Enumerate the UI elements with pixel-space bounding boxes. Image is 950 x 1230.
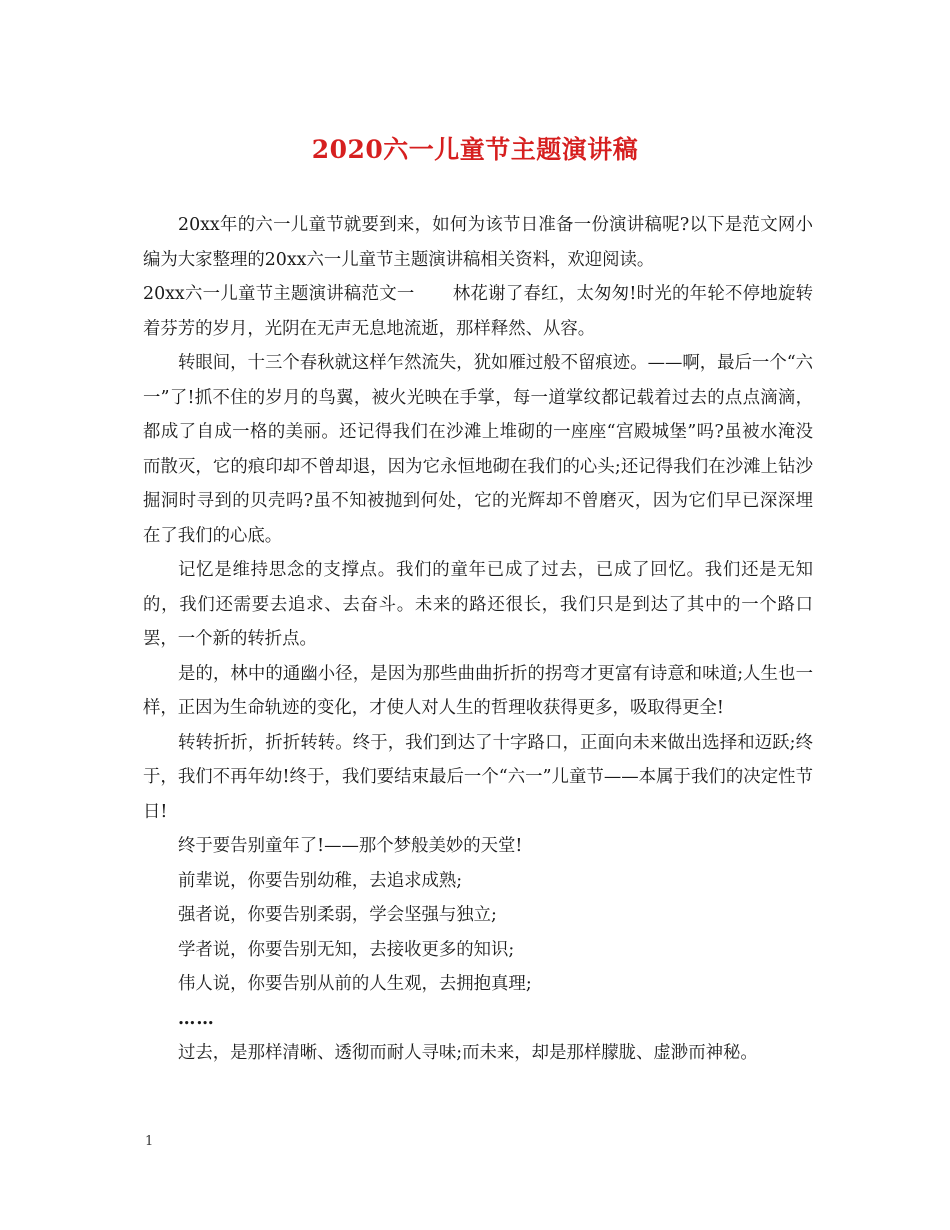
body-paragraph-2: 记忆是维持思念的支撑点。我们的童年已成了过去，已成了回忆。我们还是无知的，我们还需要去追求、去奋斗。未来的路还很长，我们只是到达了其中的一个路口罢，一个新的转折点。: [143, 560, 813, 649]
document-title: 2020六一儿童节主题演讲稿: [311, 135, 639, 164]
sample-heading: 20xx六一儿童节主题演讲稿范文一: [143, 284, 415, 304]
sample-first-text: 林花谢了春红，太匆匆!时光的年轮不停地旋转着芬芳的岁月，光阴在无声无息地流逝，那样释然、从容。: [143, 284, 813, 339]
farewell-line-5: 伟人说，你要告别从前的人生观，去拥抱真理;: [178, 974, 532, 994]
body-paragraph-3: 是的，林中的通幽小径，是因为那些曲曲折折的拐弯才更富有诗意和味道;人生也一样，正因为生命轨迹的变化，才使人对人生的哲理收获得更多，吸取得更全!: [143, 663, 813, 718]
closing-paragraph: 过去，是那样清晰、透彻而耐人寻味;而未来，却是那样朦胧、虚渺而神秘。: [178, 1043, 758, 1063]
document-body: [143, 208, 813, 1071]
page-number: 1: [145, 1134, 154, 1149]
sample-paragraph: [143, 277, 813, 346]
intro-paragraph: 20xx年的六一儿童节就要到来，如何为该节日准备一份演讲稿呢?以下是范文网小编为大家整理的20xx六一儿童节主题演讲稿相关资料，欢迎阅读。: [143, 215, 813, 270]
farewell-line-2: 前辈说，你要告别幼稚，去追求成熟;: [178, 870, 463, 891]
body-paragraph-4: 转转折折，折折转转。终于，我们到达了十字路口，正面向未来做出选择和迈跃;终于，我们不再年幼!终于，我们要结束最后一个“六一”儿童节——本属于我们的决定性节日!: [143, 732, 813, 822]
ellipsis-line: ……: [178, 1008, 215, 1029]
farewell-line-4: 学者说，你要告别无知，去接收更多的知识;: [178, 939, 515, 960]
farewell-line-3: 强者说，你要告别柔弱，学会坚强与独立;: [178, 905, 497, 925]
body-paragraph-1: 转眼间，十三个春秋就这样乍然流失，犹如雁过般不留痕迹。——啊，最后一个“六一”了!抓不住的岁月的鸟翼，被火光映在手掌，每一道掌纹都记载着过去的点点滴滴，都成了自成一格的美丽。还记得我们在沙滩上堆砌的一座座“宫殿城堡”吗?虽被水淹没而散灭，它的痕印却不曾却退，因为它永恒地砌在我们的心头;还记得我们在沙滩上钻沙掘洞时寻到的贝壳吗?虽不知被抛到何处，它的光辉却不曾磨灭，因为它们早已深深埋在了我们的心底。: [143, 353, 813, 546]
farewell-line-1: 终于要告别童年了!——那个梦般美妙的天堂!: [178, 836, 523, 856]
